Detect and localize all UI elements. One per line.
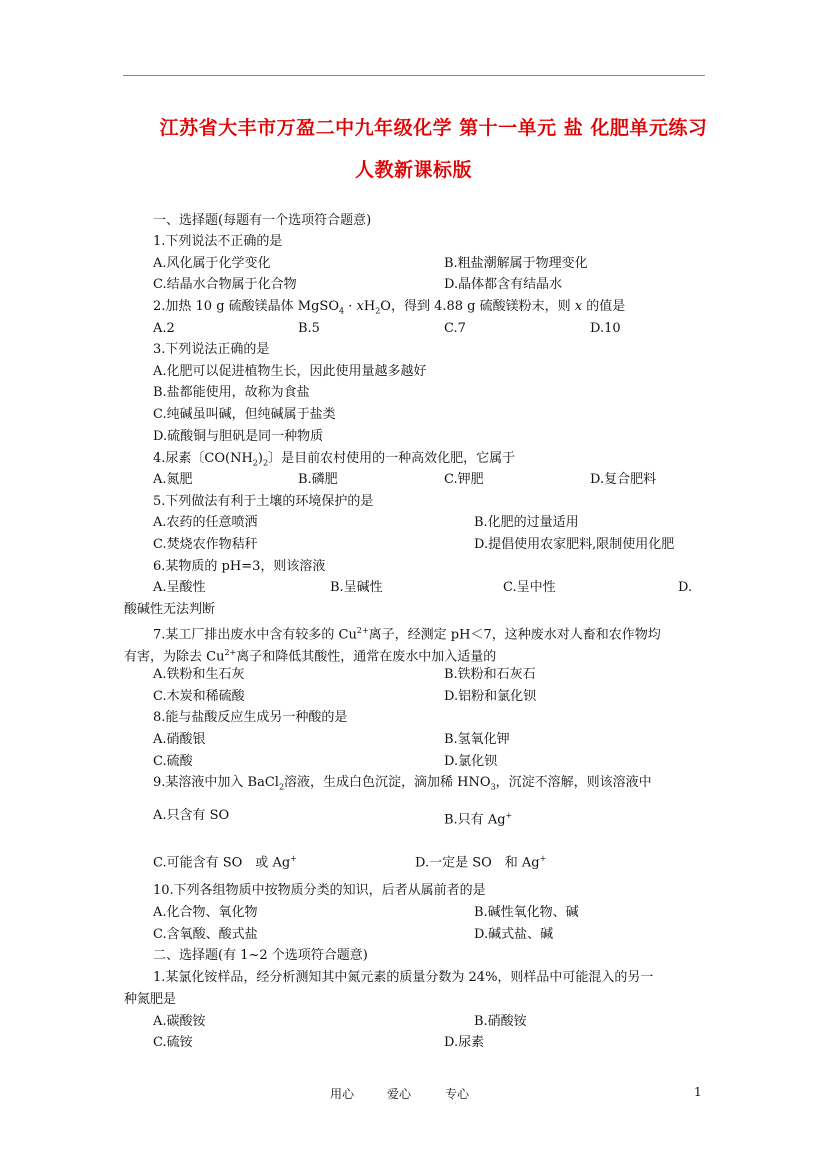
q9-option-c: C.可能含有 SO 或 Ag+: [153, 854, 297, 871]
section-heading-2: 二、选择题(有 1~2 个选项符合题意): [153, 948, 368, 963]
q8-option-c: C.硫酸: [153, 754, 193, 769]
q6-option-b: B.呈碱性: [330, 580, 383, 595]
q6-stem: 6.某物质的 pH=3，则该溶液: [153, 559, 326, 574]
document-subtitle: 人教新课标版: [354, 159, 472, 181]
s2-q1-option-d: D.尿素: [444, 1035, 485, 1050]
document-title: 江苏省大丰市万盈二中九年级化学 第十一单元 盐 化肥单元练习: [159, 117, 708, 139]
page-number: 1: [694, 1085, 702, 1099]
q7-stem-line2: 有害，为除去 $Cu^{2+}$离子和降低其酸性，通常在废水中加入适量的: [124, 648, 497, 665]
s2-q1-option-a: A.碳酸铵: [153, 1014, 206, 1029]
q8-option-b: B.氢氧化钾: [444, 732, 510, 747]
q9-stem: 9.某溶液中加入 BaCl$_2$溶液，生成白色沉淀，滴加稀 $HNO_3$，沉淀不溶解，则该溶液中: [153, 775, 652, 792]
q2-option-b: B.5: [298, 321, 320, 336]
q10-option-b: B.碱性氧化物、碱: [474, 905, 579, 920]
q5-option-c: C.焚烧农作物秸秆: [153, 537, 258, 552]
q1-option-a: A.风化属于化学变化: [153, 256, 271, 271]
q5-option-a: A.农药的任意喷洒: [153, 515, 258, 530]
q9-option-d: D.一定是 SO 和 Ag+: [415, 854, 547, 871]
q10-option-c: C.含氧酸、酸式盐: [153, 927, 258, 942]
q4-option-b: B.磷肥: [298, 472, 338, 487]
q6-option-a: A.呈酸性: [153, 580, 206, 595]
footer-word-1: 用心: [330, 1087, 355, 1101]
q3-option-d: D.硫酸铜与胆矾是同一种物质: [153, 429, 324, 444]
q3-option-a: A.化肥可以促进植物生长，因此使用量越多越好: [153, 364, 427, 379]
q5-option-d: D.提倡使用农家肥料,限制使用化肥: [474, 537, 675, 552]
s2-q1-option-c: C.硫铵: [153, 1035, 193, 1050]
q8-stem: 8.能与盐酸反应生成另一种酸的是: [153, 710, 348, 725]
q7-stem-line1: 7.某工厂排出废水中含有较多的 $Cu^{2+}$离子，经测定 pH＜7，这种废水对人畜和农作物均: [153, 626, 661, 643]
q10-option-d: D.碱式盐、碱: [474, 927, 554, 942]
s2-q1-option-b: B.硝酸铵: [474, 1014, 527, 1029]
footer-word-3: 专心: [445, 1087, 470, 1101]
q7-option-c: C.木炭和稀硫酸: [153, 689, 245, 704]
q9-option-a: A.只含有 SO: [153, 808, 230, 823]
q1-option-d: D.晶体都含有结晶水: [444, 277, 563, 292]
q5-stem: 5.下列做法有利于土壤的环境保护的是: [153, 494, 374, 509]
q7-option-a: A.铁粉和生石灰: [153, 667, 245, 682]
section-heading-1: 一、选择题(每题有一个选项符合题意): [153, 213, 372, 228]
q2-option-d: D.10: [590, 321, 621, 336]
q5-option-b: B.化肥的过量适用: [474, 515, 579, 530]
q2-option-c: C.7: [444, 321, 466, 336]
q10-option-a: A.化合物、氧化物: [153, 905, 258, 920]
q2-stem: 2.加热 10 g 硫酸镁晶体 MgSO$_4$ · $xH_2O$，得到 4.88 g 硫酸镁粉末，则 x 的值是: [153, 299, 626, 316]
q4-stem: 4.尿素〔$CO(NH_2)_2$〕是目前农村使用的一种高效化肥，它属于: [153, 451, 516, 468]
s2-q1-stem-line2: 种氮肥是: [124, 992, 177, 1007]
q2-option-a: A.2: [153, 321, 175, 336]
q8-option-d: D.氯化钡: [444, 754, 498, 769]
q9-option-b: B.只有 Ag+: [444, 811, 513, 828]
q4-option-a: A.氮肥: [153, 472, 193, 487]
q3-option-b: B.盐都能使用，故称为食盐: [153, 385, 310, 400]
q7-option-d: D.铝粉和氯化钡: [444, 689, 537, 704]
footer-word-2: 爱心: [387, 1087, 412, 1101]
q1-stem: 1.下列说法不正确的是: [153, 234, 283, 249]
q6-option-d-text: 酸碱性无法判断: [124, 602, 216, 617]
q1-option-b: B.粗盐潮解属于物理变化: [444, 256, 588, 271]
q7-option-b: B.铁粉和石灰石: [444, 667, 536, 682]
header-rule: [123, 75, 705, 76]
q4-option-c: C.钾肥: [444, 472, 484, 487]
q6-option-c: C.呈中性: [503, 580, 556, 595]
q6-option-d: D.: [678, 580, 693, 595]
q3-option-c: C.纯碱虽叫碱，但纯碱属于盐类: [153, 407, 336, 422]
q4-option-d: D.复合肥料: [590, 472, 657, 487]
q3-stem: 3.下列说法正确的是: [153, 342, 270, 357]
q8-option-a: A.硝酸银: [153, 732, 206, 747]
s2-q1-stem-line1: 1.某氯化铵样品，经分析测知其中氮元素的质量分数为 24%，则样品中可能混入的另一: [153, 970, 654, 985]
q10-stem: 10.下列各组物质中按物质分类的知识，后者从属前者的是: [153, 883, 486, 898]
q1-option-c: C.结晶水合物属于化合物: [153, 277, 297, 292]
